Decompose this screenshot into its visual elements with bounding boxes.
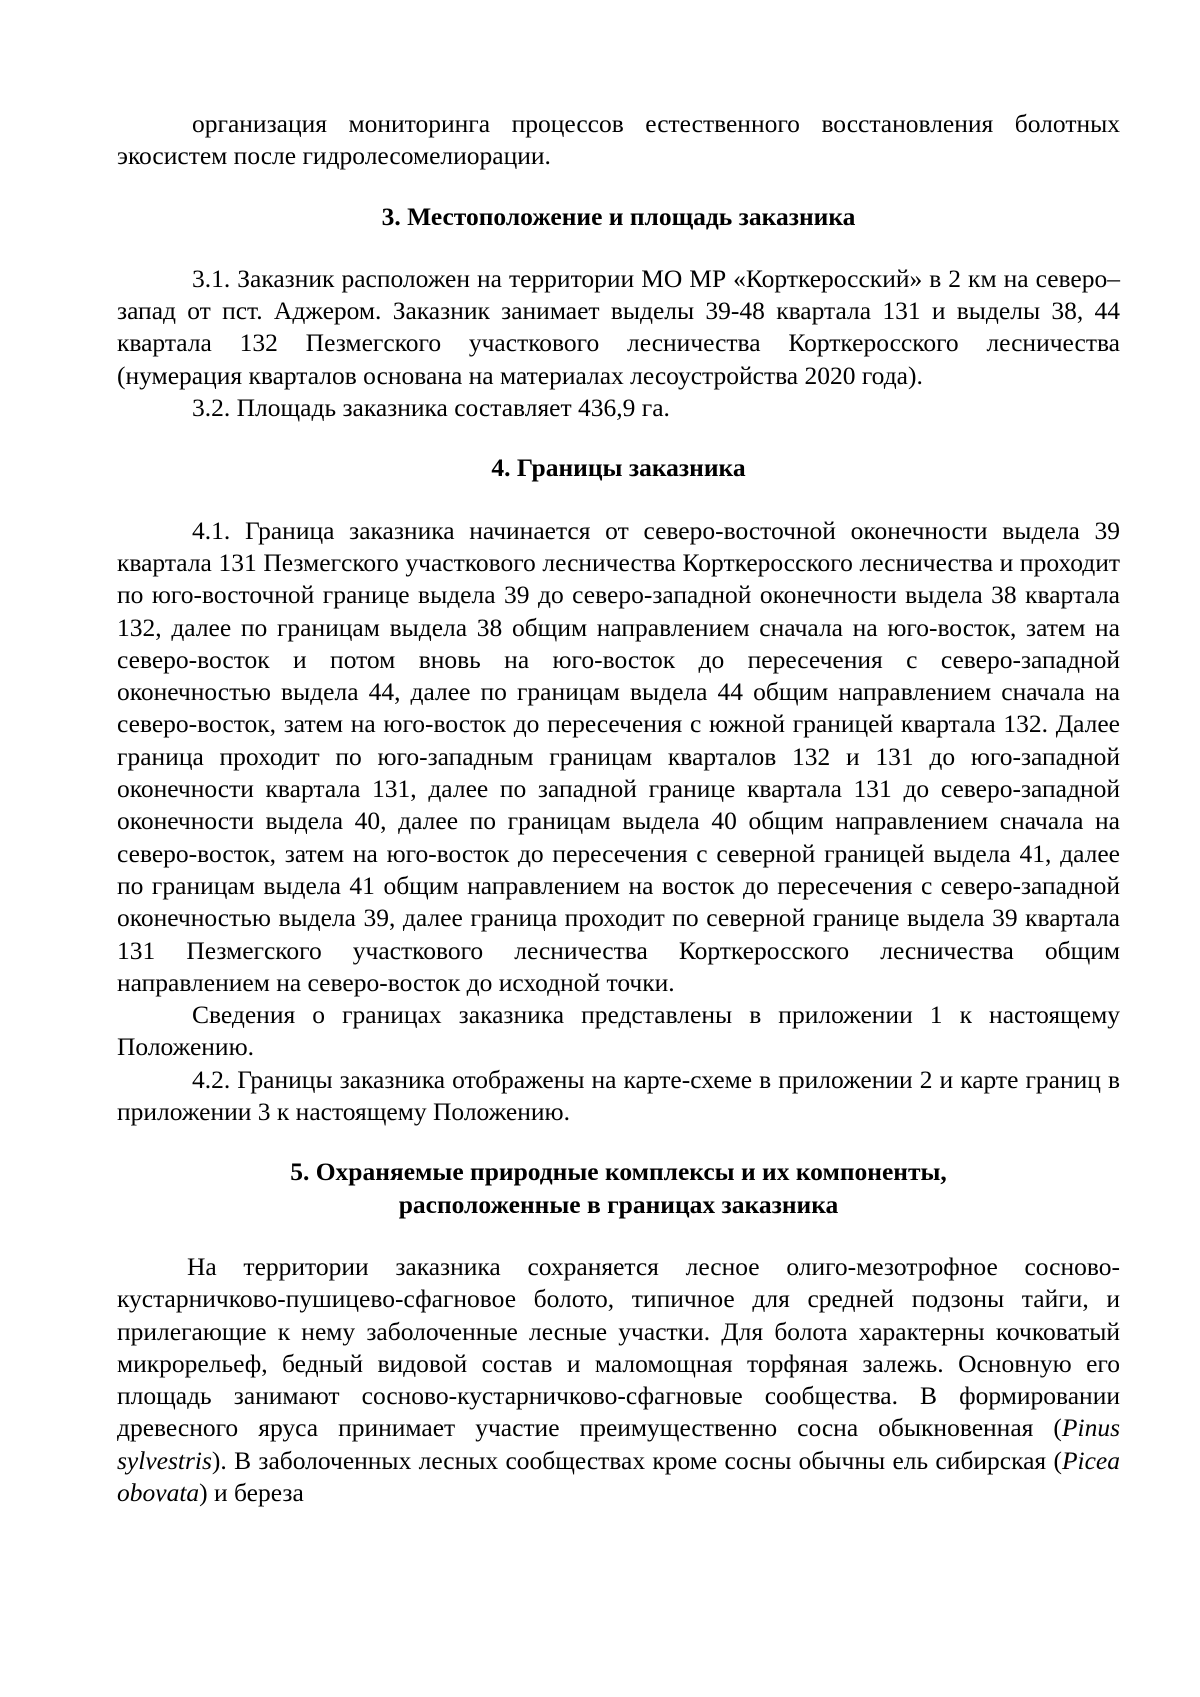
latin-name-picea: Picea obovata (117, 1445, 1120, 1507)
latin-name-pinus: Pinus sylvestris (117, 1413, 1120, 1475)
section5-paragraph-1 (117, 1251, 1120, 1509)
section2-continued-paragraph: организация мониторинга процессов естественного восстановления болотных экосистем после гидролесомелиорации. (117, 109, 1120, 171)
section5-paragraph-1-text-b: ). В заболоченных лесных сообществах кроме сосны обычны ель сибирская ( (211, 1445, 1062, 1475)
section4-paragraph-2: Сведения о границах заказника представлены в приложении 1 к настоящему Положению. (117, 1000, 1120, 1062)
document-page (117, 108, 1120, 1509)
section3-paragraph-2: 3.2. Площадь заказника составляет 436,9 га. (192, 393, 670, 423)
section4-heading: 4. Границы заказника (491, 453, 746, 483)
section4-paragraph-1: 4.1. Граница заказника начинается от северо-восточной оконечности выдела 39 квартала 131 Пезмегского участкового лесничества Корткеросского лесничества и проходит по юго-восточной границе выдела 39 до северо-западной оконечности выдела 38 квартала 132, далее по границам выдела 38 общим направлением сначала на юго-восток, затем на северо-восток и потом вновь на юго-восток до пересечения с северо-западной оконечностью выдела 44, далее по границам выдела 44 общим направлением сначала на северо-восток, затем на юго-восток до пересечения с южной границей квартала 132. Далее граница проходит по юго-западным границам кварталов 132 и 131 до юго-западной оконечности квартала 131, далее по западной границе квартала 131 до северо-западной оконечности выдела 40, далее по границам выдела 40 общим направлением сначала на северо-восток, затем на юго-восток до пересечения с северной границей выдела 41, далее по границам выдела 41 общим направлением на восток до пересечения с северо-западной оконечностью выдела 39, далее граница проходит по северной границе выдела 39 квартала 131 Пезмегского участкового лесничества Корткеросского лесничества общим направлением на северо-восток до исходной точки. (117, 515, 1120, 997)
section4-paragraph-3: 4.2. Границы заказника отображены на карте-схеме в приложении 2 и карте границ в приложении 3 к настоящему Положению. (117, 1064, 1120, 1127)
section5-paragraph-1-text-a: На территории заказника сохраняется лесное олиго-мезотрофное сосново-кустарничково-пушицево-сфагновое болото, типичное для средней подзоны тайги, и прилегающие к нему заболоченные лесные участки. Для болота характерны кочковатый микрорельеф, бедный видовой состав и маломощная торфяная залежь. Основную его площадь занимают сосново-кустарничково-сфагновые сообщества. В формировании древесного яруса принимает участие преимущественно сосна обыкновенная ( (117, 1251, 1120, 1443)
section5-heading-line-1: 5. Охраняемые природные комплексы и их компоненты, (290, 1157, 947, 1187)
section5-paragraph-1-text-c: ) и береза (199, 1477, 304, 1507)
section3-paragraph-1: 3.1. Заказник расположен на территории МО МР «Корткеросский» в 2 км на северо–запад от пст. Аджером. Заказник занимает выделы 39-48 квартала 131 и выделы 38, 44 квартала 132 Пезмегского участкового лесничества Корткеросского лесничества (нумерация кварталов основана на материалах лесоустройства 2020 года). (117, 263, 1120, 390)
section5-heading-line-2: расположенные в границах заказника (398, 1189, 839, 1219)
section3-heading: 3. Местоположение и площадь заказника (381, 201, 856, 231)
section5-heading (117, 1156, 1120, 1221)
